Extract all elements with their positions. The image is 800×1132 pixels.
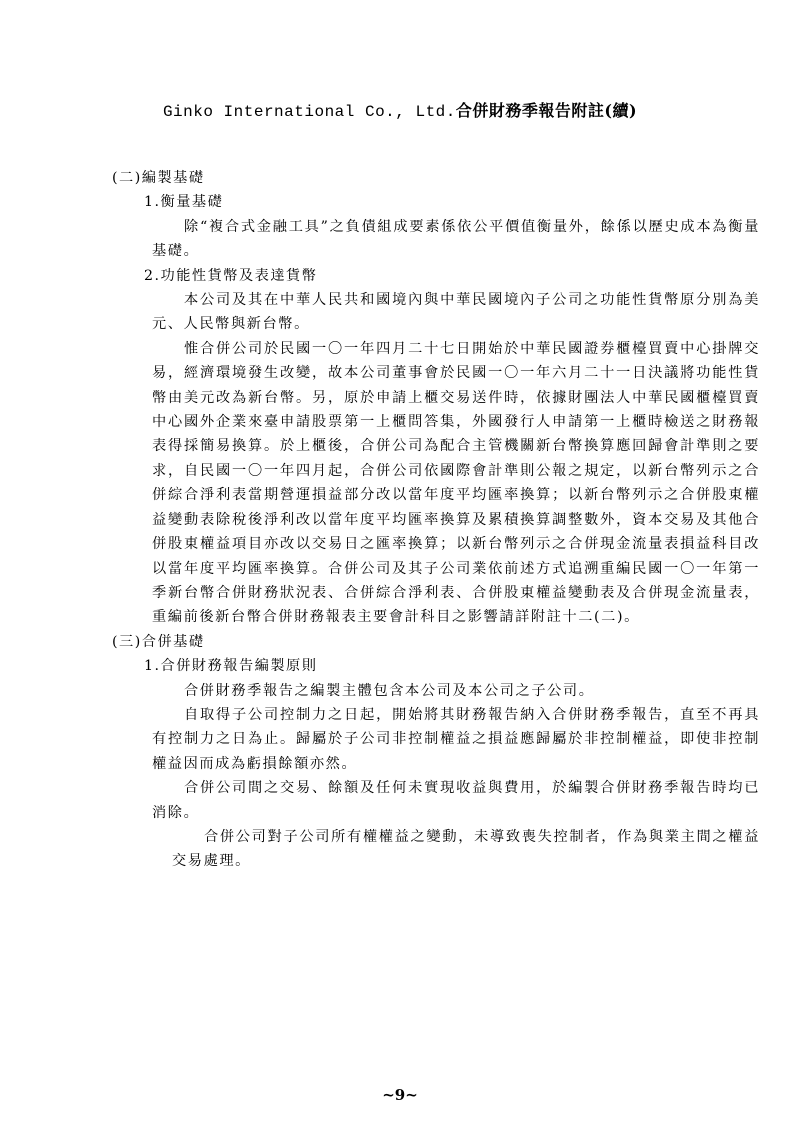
page-number: ~9~ (382, 1086, 418, 1104)
paragraph-consolidation-2: 自取得子公司控制力之日起，開始將其財務報告納入合併財務季報告，直至不再具有控制力之日為止。歸屬於子公司非控制權益之損益應歸屬於非控制權益，即使非控制權益因而成為虧損餘額亦然。 (152, 706, 760, 772)
page-header (0, 98, 800, 121)
paragraph-consolidation-3: 合併公司間之交易、餘額及任何未實現收益與費用，於編製合併財務季報告時均已消除。 (152, 780, 760, 821)
subsection-heading-functional-currency: 2.功能性貨幣及表達貨幣 (144, 267, 318, 284)
section-heading-consolidation-basis: (三)合併基礎 (112, 633, 205, 650)
subsection-heading-measurement-basis: 1.衡量基礎 (144, 194, 224, 211)
company-name: Ginko International Co., Ltd. (162, 103, 456, 121)
paragraph-functional-currency-2: 惟合併公司於民國一〇一年四月二十七日開始於中華民國證券櫃檯買賣中心掛牌交易，經濟環境發生改變，故本公司董事會於民國一〇一年六月二十一日決議將功能性貨幣由美元改為新台幣。另，原於申請上櫃交易送件時，依據財團法人中華民國櫃檯買賣中心國外企業來臺申請股票第一上櫃問答集，外國發行人申請第一上櫃時檢送之財務報表得採簡易換算。於上櫃後，合併公司為配合主管機關新台幣換算應回歸會計準則之要求，自民國一〇一年四月起，合併公司依國際會計準則公報之規定，以新台幣列示之合併綜合淨利表當期營運損益部分改以當年度平均匯率換算；以新台幣列示之合併股東權益變動表除稅後淨利改以當年度平均匯率換算及累積換算調整數外，資本交易及其他合併股東權益項目亦改以交易日之匯率換算；以新台幣列示之合併現金流量表損益科目改以當年度平均匯率換算。合併公司及其子公司業依前述方式追溯重編民國一〇一年第一季新台幣合併財務狀況表、合併綜合淨利表、合併股東權益變動表及合併現金流量表，重編前後新台幣合併財務報表主要會計科目之影響請詳附註十二(二)。 (152, 340, 760, 626)
paragraph-measurement-basis: 除“複合式金融工具”之負債組成要素係依公平價值衡量外，餘係以歷史成本為衡量基礎。 (152, 218, 760, 260)
section-heading-preparation-basis: (二)編製基礎 (112, 170, 205, 186)
notes-body (112, 166, 760, 874)
subsection-heading-consolidation-principles: 1.合併財務報告編製原則 (144, 658, 318, 675)
paragraph-consolidation-4: 合併公司對子公司所有權權益之變動，未導致喪失控制者，作為與業主間之權益交易處理。 (172, 828, 760, 870)
paragraph-functional-currency-1: 本公司及其在中華人民共和國境內與中華民國境內子公司之功能性貨幣原分別為美元、人民幣與新台幣。 (152, 292, 760, 333)
report-title: 合併財務季報告附註(續) (455, 101, 638, 120)
paragraph-consolidation-1: 合併財務季報告之編製主體包含本公司及本公司之子公司。 (184, 682, 595, 699)
